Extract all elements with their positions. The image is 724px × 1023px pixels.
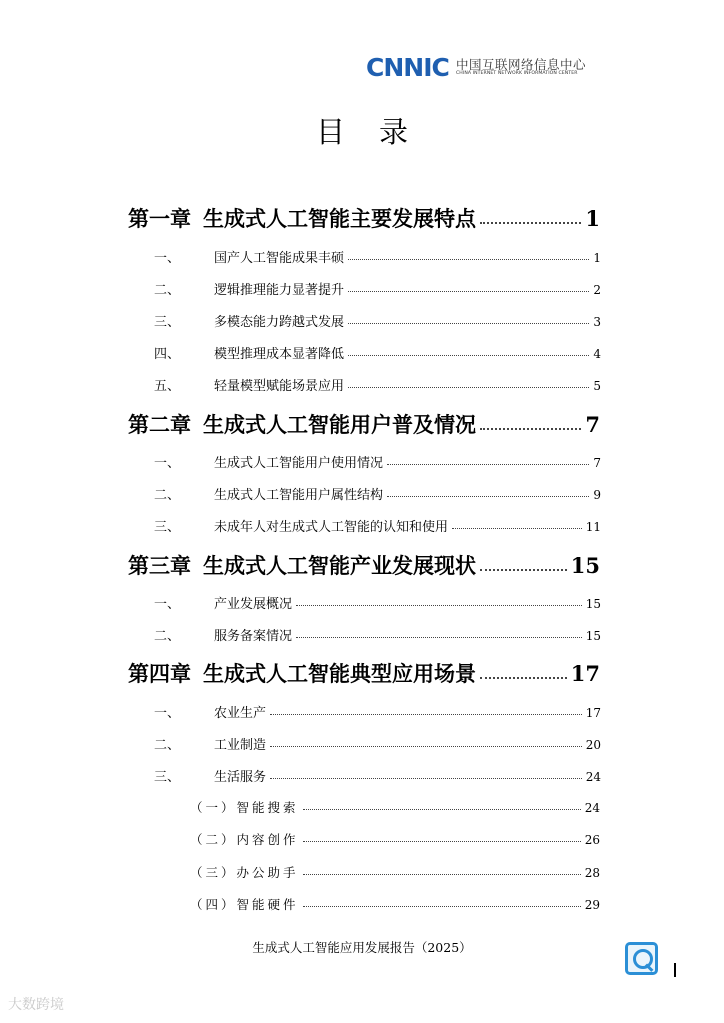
section-index: 一、 [154, 251, 181, 266]
toc-section[interactable] [154, 452, 601, 471]
dot-leader [303, 809, 581, 810]
page-number: 15 [585, 597, 601, 611]
page-number: 1 [593, 251, 601, 265]
page-number: 24 [584, 801, 600, 815]
section-index: 二、 [154, 283, 181, 298]
toc-section[interactable] [154, 375, 601, 394]
toc-subsection[interactable] [190, 830, 600, 848]
dot-leader [270, 778, 582, 779]
section-title: 产业发展概况 [214, 597, 293, 612]
subsection-title: （二）内容创作 [190, 832, 299, 847]
page-number: 7 [585, 412, 600, 437]
page-number: 9 [593, 488, 601, 502]
toc-subsection[interactable] [190, 895, 600, 913]
chapter-number: 第四章 [128, 661, 191, 686]
page-number: 26 [584, 833, 600, 847]
section-index: 一、 [154, 597, 181, 612]
dot-leader [303, 841, 581, 842]
section-title: 服务备案情况 [214, 629, 293, 644]
toc-section[interactable] [154, 734, 601, 753]
section-index: 二、 [154, 738, 181, 753]
cnnic-logo [366, 54, 606, 84]
section-index: 一、 [154, 456, 181, 471]
toc-section[interactable] [154, 247, 601, 266]
chapter-title: 生成式人工智能产业发展现状 [203, 553, 476, 578]
toc-section[interactable] [154, 766, 601, 785]
toc-chapter[interactable] [128, 409, 600, 439]
dot-leader [348, 387, 589, 388]
section-title: 工业制造 [214, 738, 267, 753]
page-footer: 生成式人工智能应用发展报告（2025） [252, 940, 472, 955]
dot-leader [270, 746, 582, 747]
dot-leader [480, 569, 567, 571]
toc-section[interactable] [154, 593, 601, 612]
section-title: 轻量模型赋能场景应用 [214, 379, 345, 394]
page-marker [674, 963, 676, 977]
section-title: 生成式人工智能用户属性结构 [214, 488, 384, 503]
toc-section[interactable] [154, 625, 601, 644]
toc-section[interactable] [154, 311, 601, 330]
dot-leader [480, 677, 567, 679]
toc-chapter[interactable] [128, 550, 600, 580]
section-title: 生活服务 [214, 770, 267, 785]
dot-leader [348, 259, 589, 260]
section-index: 一、 [154, 706, 181, 721]
section-title: 国产人工智能成果丰硕 [214, 251, 345, 266]
section-index: 四、 [154, 347, 181, 362]
page-number: 17 [585, 706, 601, 720]
page-number: 11 [585, 520, 601, 534]
section-title: 多模态能力跨越式发展 [214, 315, 345, 330]
dot-leader [348, 355, 589, 356]
dot-leader [387, 464, 589, 465]
toc-section[interactable] [154, 279, 601, 298]
toc-subsection[interactable] [190, 798, 600, 816]
logo-chinese-name: 中国互联网络信息中心 [456, 57, 587, 72]
section-title: 模型推理成本显著降低 [214, 347, 345, 362]
section-index: 五、 [154, 379, 181, 394]
magnifier-icon[interactable] [625, 942, 658, 975]
page-number: 5 [593, 379, 601, 393]
section-title: 生成式人工智能用户使用情况 [214, 456, 384, 471]
dot-leader [480, 222, 581, 224]
dot-leader [452, 528, 582, 529]
page-number: 4 [593, 347, 601, 361]
toc-section[interactable] [154, 702, 601, 721]
page-number: 15 [585, 629, 601, 643]
section-title: 未成年人对生成式人工智能的认知和使用 [214, 520, 449, 535]
subsection-title: （四）智能硬件 [190, 897, 299, 912]
page-number: 29 [584, 898, 600, 912]
toc-section[interactable] [154, 484, 601, 503]
section-index: 二、 [154, 629, 181, 644]
dot-leader [480, 428, 581, 430]
subsection-title: （三）办公助手 [190, 865, 299, 880]
dot-leader [348, 291, 589, 292]
toc-subsection[interactable] [190, 863, 600, 881]
subsection-title: （一）智能搜索 [190, 800, 299, 815]
dot-leader [303, 874, 581, 875]
section-index: 三、 [154, 770, 181, 785]
page-number: 17 [570, 661, 600, 686]
page-number: 20 [585, 738, 601, 752]
page-number: 1 [585, 206, 600, 231]
section-title: 农业生产 [214, 706, 267, 721]
page-number: 2 [593, 283, 601, 297]
chapter-title: 生成式人工智能用户普及情况 [203, 412, 476, 437]
logo-mark: CNNIC [366, 53, 449, 82]
dot-leader [387, 496, 589, 497]
chapter-number: 第一章 [128, 206, 191, 231]
dot-leader [270, 714, 582, 715]
toc-chapter[interactable] [128, 203, 600, 233]
chapter-number: 第二章 [128, 412, 191, 437]
toc-section[interactable] [154, 343, 601, 362]
dot-leader [296, 605, 582, 606]
section-title: 逻辑推理能力显著提升 [214, 283, 345, 298]
section-index: 三、 [154, 315, 181, 330]
logo-english-name: CHINA INTERNET NETWORK INFORMATION CENTER [456, 71, 578, 76]
page-number: 7 [593, 456, 601, 470]
page-number: 24 [585, 770, 601, 784]
dot-leader [303, 906, 581, 907]
section-index: 三、 [154, 520, 181, 535]
chapter-title: 生成式人工智能典型应用场景 [203, 661, 476, 686]
page-number: 28 [584, 866, 600, 880]
page-title: 目录 [315, 115, 442, 149]
dot-leader [348, 323, 589, 324]
chapter-title: 生成式人工智能主要发展特点 [203, 206, 476, 231]
page-number: 15 [570, 553, 600, 578]
watermark: 大数跨境 [8, 997, 64, 1013]
page-number: 3 [593, 315, 601, 329]
section-index: 二、 [154, 488, 181, 503]
chapter-number: 第三章 [128, 553, 191, 578]
magnifier-handle [645, 963, 653, 971]
toc-section[interactable] [154, 516, 601, 535]
toc-chapter[interactable] [128, 658, 600, 688]
dot-leader [296, 637, 582, 638]
